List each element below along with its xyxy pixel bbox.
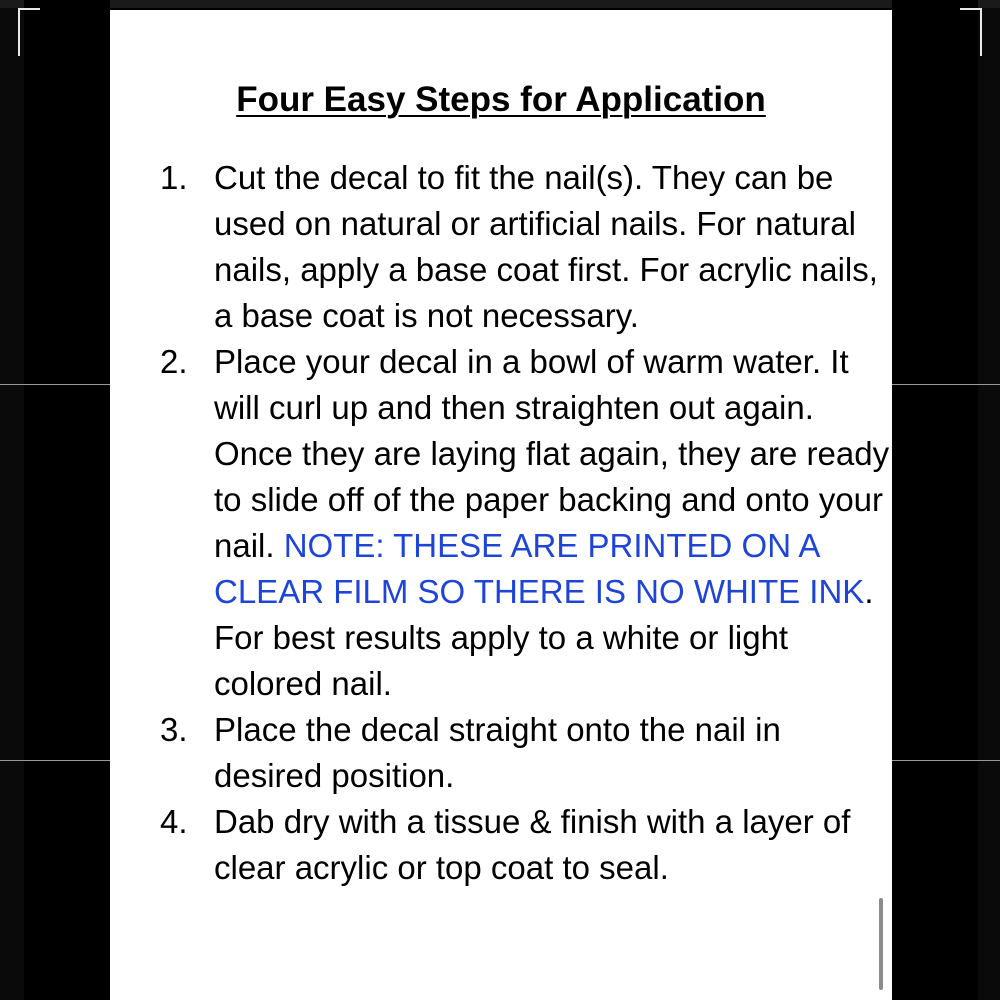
left-divider-upper	[0, 384, 110, 385]
step-text: Place the decal straight onto the nail in desired position.	[214, 711, 781, 794]
top-left-corner-bracket	[18, 8, 40, 56]
steps-list	[160, 155, 890, 891]
step-number: 1.	[160, 159, 188, 196]
right-divider-upper	[892, 384, 1000, 385]
step-text: Dab dry with a tissue & finish with a layer of clear acrylic or top coat to seal.	[214, 803, 851, 886]
right-divider-lower	[892, 760, 1000, 761]
step-3	[160, 707, 890, 799]
step-number: 2.	[160, 343, 188, 380]
top-right-corner-bracket	[960, 8, 982, 56]
right-side-panel	[892, 0, 978, 1000]
step-note: NOTE: THESE ARE PRINTED ON A CLEAR FILM SO THERE IS NO WHITE INK	[214, 527, 865, 610]
top-bezel	[0, 0, 1000, 8]
step-number: 3.	[160, 711, 188, 748]
step-4	[160, 799, 890, 891]
step-text-continued: . For best results apply to a white or light colored nail.	[214, 573, 874, 702]
left-side-panel	[24, 0, 110, 1000]
step-2	[160, 339, 890, 707]
document-page[interactable]	[110, 10, 892, 1000]
page-title: Four Easy Steps for Application	[236, 80, 766, 119]
left-frame-edge	[0, 0, 24, 1000]
right-frame-edge	[976, 0, 1000, 1000]
step-1	[160, 155, 890, 339]
scrollbar-thumb[interactable]	[879, 898, 883, 990]
left-divider-lower	[0, 760, 110, 761]
step-number: 4.	[160, 803, 188, 840]
step-text: Cut the decal to fit the nail(s). They can be used on natural or artificial nails. For natural nails, apply a base coat first. For acrylic nails, a base coat is not necessary.	[214, 159, 878, 334]
step-text: Place your decal in a bowl of warm water. It will curl up and then straighten out again. Once they are laying flat again, they are ready to slide off of the paper backing and onto your nail.	[214, 343, 890, 564]
